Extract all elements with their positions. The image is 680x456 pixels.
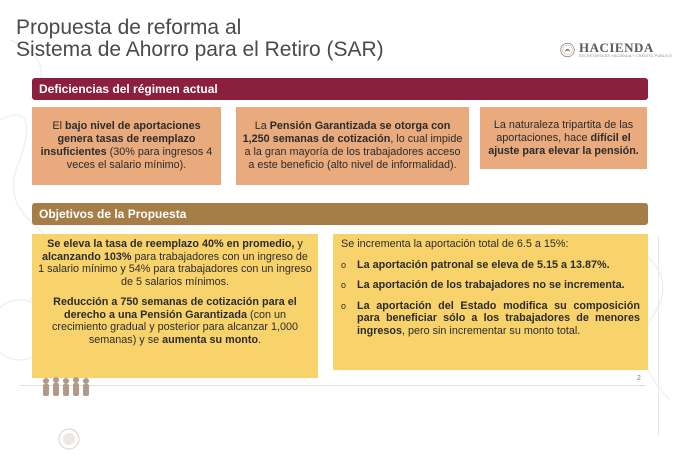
deficiency-box-3: La naturaleza tripartita de las aportaciones, hace difícil el ajuste para elevar la pensión. bbox=[480, 107, 647, 169]
objective-box-right bbox=[333, 234, 648, 370]
logo-subtitle: SECRETARÍA DE HACIENDA Y CRÉDITO PÚBLICO bbox=[578, 54, 672, 58]
objective-paragraph-1: Se eleva la tasa de reemplazo 40% en promedio, y alcanzando 103% para trabajadores con un ingreso de 1 salario mínimo y 54% para trabajadores con un ingreso de 5 salarios mínimos. bbox=[38, 238, 312, 288]
crest-icon bbox=[58, 428, 80, 450]
aportacion-intro: Se incrementa la aportación total de 6.5 a 15%: bbox=[341, 238, 569, 250]
objective-paragraph-2: Reducción a 750 semanas de cotización para el derecho a una Pensión Garantizada (con un crecimiento gradual y posterior para alcanzar 1,000 semanas) y se aumenta su monto. bbox=[51, 296, 299, 346]
objective-box-left bbox=[32, 234, 318, 378]
deficiency-box-2: La Pensión Garantizada se otorga con 1,250 semanas de cotización, lo cual impide a la gran mayoría de los trabajadores acceso a este beneficio (alto nivel de informalidad). bbox=[236, 107, 469, 185]
bullet-icon: o bbox=[341, 300, 347, 311]
list-item: o La aportación del Estado modifica su composición para beneficiar sólo a los trabajadores de menores ingresos, pero sin incrementar su monto total. bbox=[341, 299, 640, 337]
deficiency-box-1: El bajo nivel de aportaciones genera tasas de reemplazo insuficientes (30% para ingresos 4 veces el salario mínimo). bbox=[32, 107, 221, 185]
title-line-2: Sistema de Ahorro para el Retiro (SAR) bbox=[16, 38, 384, 61]
hacienda-logo bbox=[560, 39, 672, 61]
logo-name: HACIENDA bbox=[578, 40, 654, 55]
list-item: o La aportación patronal se eleva de 5.15 a 13.87%. bbox=[341, 258, 610, 271]
bullet-icon: o bbox=[341, 280, 347, 290]
title-line-1: Propuesta de reforma al bbox=[16, 16, 242, 39]
eagle-seal-icon bbox=[560, 40, 575, 60]
slide-title bbox=[16, 17, 384, 61]
deficiencias-heading: Deficiencias del régimen actual bbox=[32, 78, 648, 100]
decorative-line bbox=[658, 236, 659, 436]
aportacion-list bbox=[341, 259, 640, 338]
page-number: 2 bbox=[637, 375, 641, 382]
bullet-icon: o bbox=[341, 259, 347, 270]
objetivos-heading: Objetivos de la Propuesta bbox=[32, 203, 648, 225]
list-item: o La aportación de los trabajadores no se incrementa. bbox=[341, 279, 625, 291]
footer-divider bbox=[20, 385, 645, 386]
historical-figures-icon bbox=[40, 376, 92, 398]
